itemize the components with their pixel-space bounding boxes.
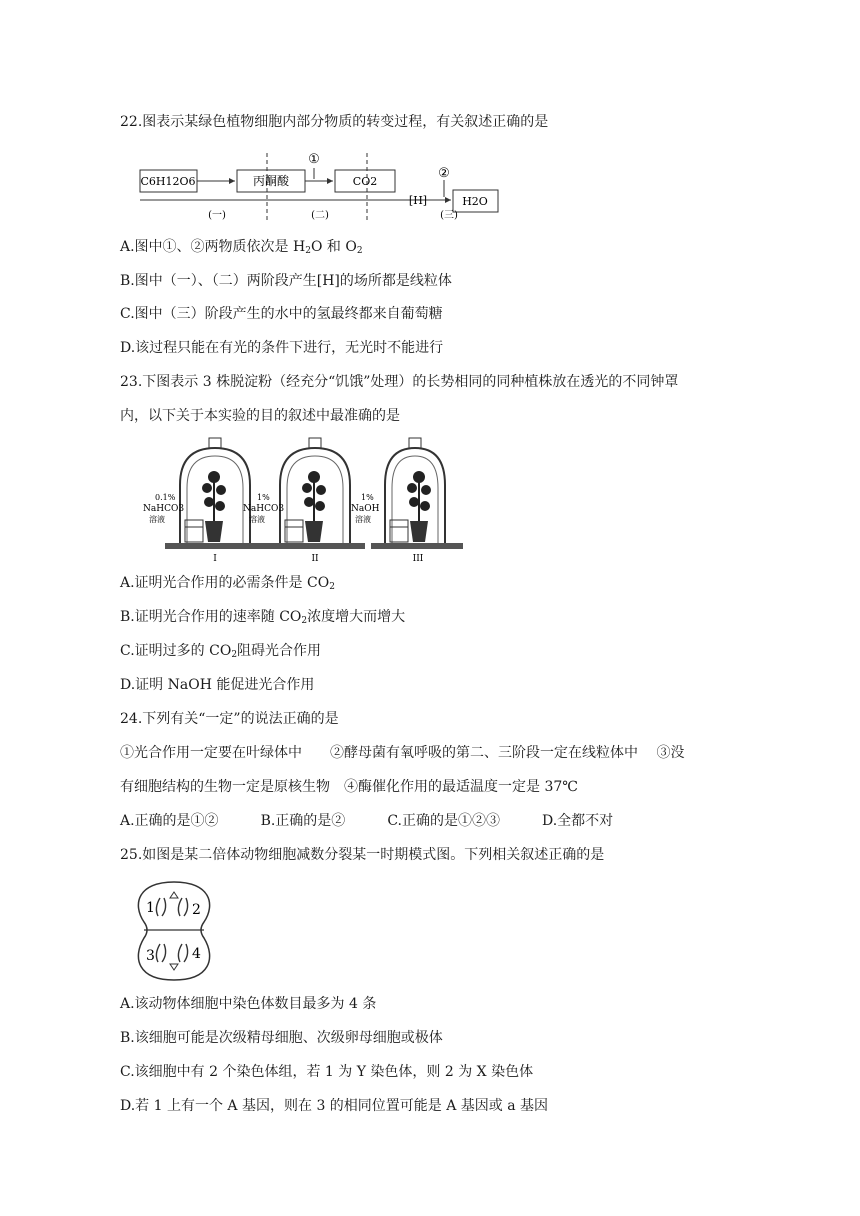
q24-body-line1: ①光合作用一定要在叶绿体中 ②酵母菌有氧呼吸的第二、三阶段一定在线粒体中 ③没 — [120, 745, 685, 761]
q24-stem: 24.下列有关“一定”的说法正确的是 — [120, 711, 339, 727]
q24-option-a: A.正确的是①② — [120, 813, 219, 829]
jar-2-chemical: NaHCO3 — [243, 504, 285, 514]
q25-option-b: B.该细胞可能是次级精母细胞、次级卵母细胞或极体 — [120, 1030, 443, 1046]
q22-option-d: D.该过程只能在有光的条件下进行，无光时不能进行 — [120, 340, 444, 356]
q25-option-d: D.若 1 上有一个 A 基因，则在 3 的相同位置可能是 A 基因或 a 基因 — [120, 1098, 549, 1114]
chromosome-1-label: 1 — [146, 900, 155, 916]
jar-2-solution: 溶液 — [249, 515, 265, 524]
q22-stem: 22.图表示某绿色植物细胞内部分物质的转变过程，有关叙述正确的是 — [120, 114, 549, 130]
jar-2-number: II — [311, 554, 319, 563]
q24-option-c: C.正确的是①②③ — [387, 813, 500, 829]
q22-option-a: A.图中①、②两物质依次是 $H_2O$ 和 $O_2$ — [120, 239, 363, 256]
chromosome-3-label: 3 — [146, 948, 155, 964]
q24-body-line2: 有细胞结构的生物一定是原核生物 ④酶催化作用的最适温度一定是 37℃ — [120, 779, 578, 795]
jar-1-chemical: NaHCO3 — [143, 504, 185, 514]
q22-respiration-diagram — [137, 150, 507, 226]
q23-stem-line2: 内，以下关于本实验的目的叙述中最准确的是 — [120, 408, 400, 424]
marker-2: ② — [438, 166, 450, 181]
stage-3-label: (三) — [440, 210, 458, 221]
jar-1-concentration: 0.1% — [155, 493, 176, 502]
jar-3-number: III — [412, 554, 424, 563]
chromosome-4-label: 4 — [192, 946, 201, 962]
jar-3-solution: 溶液 — [355, 515, 371, 524]
glucose-label: C6H12O6 — [140, 175, 196, 188]
pyruvate-label: 丙酮酸 — [252, 174, 290, 188]
h-label: [H] — [408, 194, 428, 207]
q23-option-b: B.证明光合作用的速率随 $CO_2$浓度增大而增大 — [120, 609, 406, 626]
chromosome-2-label: 2 — [192, 902, 201, 918]
q25-option-c: C.该细胞中有 2 个染色体组，若 1 为 Y 染色体，则 2 为 X 染色体 — [120, 1064, 534, 1080]
q23-stem-line1: 23.下图表示 3 株脱淀粉（经充分“饥饿”处理）的长势相同的同种植株放在透光的不同钟罩 — [120, 374, 679, 390]
q23-bell-jar-figure — [135, 430, 475, 563]
q23-option-d: D.证明 NaOH 能促进光合作用 — [120, 677, 315, 693]
stage-2-label: (二) — [311, 210, 329, 221]
marker-1: ① — [308, 152, 320, 167]
q25-cell-division-figure — [128, 878, 220, 984]
h2o-label: H2O — [462, 195, 488, 208]
jar-1-number: I — [213, 554, 217, 563]
q22-option-b: B.图中（一）、（二）两阶段产生[H]的场所都是线粒体 — [120, 273, 452, 289]
q24-option-d: D.全都不对 — [541, 813, 614, 829]
q25-option-a: A.该动物体细胞中染色体数目最多为 4 条 — [120, 996, 377, 1012]
bell-jar-1 — [143, 438, 265, 563]
q23-option-a: A.证明光合作用的必需条件是 $CO_2$ — [120, 575, 335, 592]
jar-1-solution: 溶液 — [149, 515, 165, 524]
q23-option-c: C.证明过多的 $CO_2$阻碍光合作用 — [120, 643, 322, 660]
jar-3-chemical: NaOH — [351, 504, 380, 514]
q25-stem: 25.如图是某二倍体动物细胞减数分裂某一时期模式图。下列相关叙述正确的是 — [120, 847, 605, 863]
q24-option-b: B.正确的是② — [260, 813, 346, 829]
bell-jar-3 — [351, 438, 463, 563]
stage-1-label: (一) — [208, 210, 226, 221]
q24-options — [120, 812, 613, 830]
jar-3-concentration: 1% — [361, 493, 374, 502]
jar-2-concentration: 1% — [257, 493, 270, 502]
co2-label: CO2 — [352, 175, 378, 188]
q22-option-c: C.图中（三）阶段产生的水中的氢最终都来自葡萄糖 — [120, 306, 443, 322]
